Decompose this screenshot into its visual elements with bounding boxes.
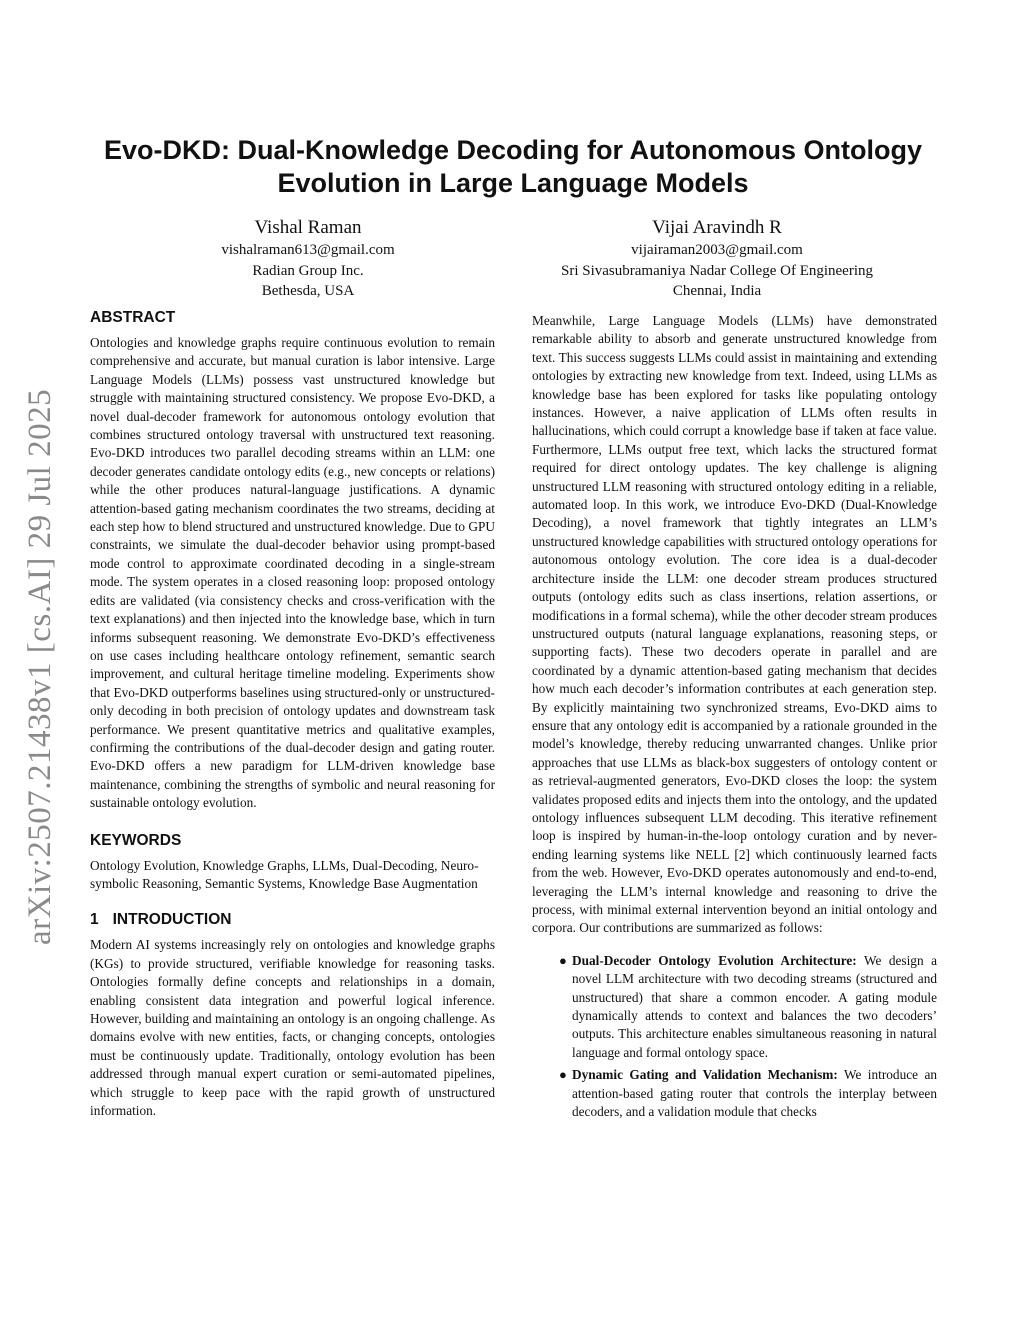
- author-location: Chennai, India: [672, 283, 762, 299]
- introduction-heading: [90, 910, 495, 930]
- contribution-title: Dynamic Gating and Validation Mechanism:: [572, 1067, 838, 1083]
- author-affiliation: Radian Group Inc.: [252, 262, 364, 279]
- contributions-list: [532, 952, 937, 1122]
- right-column: [532, 312, 937, 1125]
- author-block-2: [497, 216, 937, 302]
- author-affiliation: Sri Sivasubramaniya Nadar College Of Engineering: [561, 262, 873, 279]
- abstract-heading: ABSTRACT: [90, 309, 176, 326]
- author-block-1: [88, 216, 528, 302]
- keywords-text: Ontology Evolution, Knowledge Graphs, LLMs, Dual-Decoding, Neuro-symbolic Reasoning, Semantic Systems, Knowledge Base Augmentation: [90, 857, 479, 891]
- list-item: [559, 952, 938, 1062]
- bullet-icon: ●: [559, 1067, 567, 1083]
- introduction-paragraph-2: Meanwhile, Large Language Models (LLMs) have demonstrated remarkable ability to absorb and generate unstructured knowledge from text. This success suggests LLMs could assist in maintaining and extending ontologies by extracting new knowledge from text. Indeed, using LLMs as knowledge base has been explored for tasks like populating ontology instances. However, a naive application of LLMs often results in hallucinations, which could corrupt a knowledge base if taken at face value. Furthermore, LLMs output free text, which lacks the structured format required for direct ontology updates. The key challenge is aligning unstructured LLM reasoning with structured ontology editing in a reliable, automated loop. In this work, we introduce Evo-DKD (Dual-Knowledge Decoding), a novel framework that tightly integrates an LLM’s unstructured knowledge capabilities with structured ontology operations for autonomous ontology evolution. The core idea is a dual-decoder architecture inside the LLM: one decoder stream produces structured outputs (ontology edits such as class insertions, relation assertions, or modifications in a formal schema), while the other decoder stream produces unstructured outputs (natural language explanations, reasoning steps, or supporting facts). These two decoders operate in parallel and are coordinated by a dynamic attention-based gating mechanism that decides how much each decoder’s information contributes at each generation step. By explicitly maintaining two synchronized streams, Evo-DKD aims to ensure that any ontology edit is accompanied by a rationale grounded in the model’s knowledge, thereby reducing unwarranted changes. Unlike prior approaches that use LLMs as black-box suggesters of ontology content or as retrieval-augmented generators, Evo-DKD closes the loop: the system validates proposed edits and injects them into the ontology, and the updated ontology influences subsequent LLM decoding. This iterative refinement loop is inspired by human-in-the-loop ontology curation and by never-ending learning systems like NELL [2] which continuously learned facts from the web. However, Evo-DKD operates autonomously and end-to-end, leveraging the LLM’s internal knowledge and reasoning to drive the process, with minimal external intervention beyond an initial ontology and corpora. Our contributions are summarized as follows:: [532, 313, 937, 936]
- arxiv-identifier: arXiv:2507.21438v1 [cs.AI] 29 Jul 2025: [22, 388, 58, 945]
- section-number: 1: [90, 911, 99, 929]
- author-email: vishalraman613@gmail.com: [221, 242, 395, 258]
- contribution-text: We introduce an attention-based gating router that controls the interplay between decoders, and a validation module that checks: [572, 1067, 937, 1120]
- abstract-text: Ontologies and knowledge graphs require continuous evolution to remain comprehensive and accurate, but manual curation is labor intensive. Large Language Models (LLMs) possess vast unstructured knowledge but struggle with maintaining structured consistency. We propose Evo-DKD, a novel dual-decoder framework for autonomous ontology evolution that combines structured ontology traversal with unstructured text reasoning. Evo-DKD introduces two parallel decoding streams within an LLM: one decoder generates candidate ontology edits (e.g., new concepts or relations) while the other produces natural-language justifications. A dynamic attention-based gating mechanism coordinates the two streams, deciding at each step how to blend structured and unstructured knowledge. Due to GPU constraints, we simulate the dual-decoder behavior using prompt-based mode control to approximate coordinated decoding in a single-stream mode. The system operates in a closed reasoning loop: proposed ontology edits are validated (via consistency checks and cross-verification with the text explanations) and then injected into the knowledge base, which in turn informs subsequent reasoning. We demonstrate Evo-DKD’s effectiveness on use cases including healthcare ontology refinement, semantic search improvement, and cultural heritage timeline modeling. Experiments show that Evo-DKD outperforms baselines using structured-only or unstructured-only decoding in both precision of ontology updates and downstream task performance. We present quantitative metrics and qualitative examples, confirming the contributions of the dual-decoder design and gating router. Evo-DKD offers a new paradigm for LLM-driven knowledge base maintenance, combining the strengths of symbolic and neural reasoning for sustainable ontology evolution.: [90, 335, 495, 811]
- bullet-icon: ●: [559, 952, 567, 968]
- left-column: [90, 308, 495, 1120]
- introduction-paragraph-1: Modern AI systems increasingly rely on ontologies and knowledge graphs (KGs) to provide structured, verifiable knowledge for reasoning tasks. Ontologies formally define concepts and relationships in a domain, enabling consistent data integration and powerful logical inference. However, building and maintaining an ontology is an ongoing challenge. As domains evolve with new entities, facts, or changing concepts, ontologies must be continuously update. Traditionally, ontology evolution has been addressed through manual expert curation or semi-automated pipelines, which struggle to keep pace with the rapid growth of unstructured information.: [90, 937, 495, 1119]
- contribution-text: We design a novel LLM architecture with two decoding streams (structured and unstructured) that share a common encoder. A gating module dynamically attends to context and balances the two decoders’ outputs. This architecture enables simultaneous reasoning in natural language and formal ontology space.: [572, 952, 938, 1060]
- paper-title: Evo-DKD: Dual-Knowledge Decoding for Autonomous Ontology Evolution in Large Language Models: [104, 135, 922, 198]
- author-location: Bethesda, USA: [261, 283, 355, 299]
- list-item: [559, 1066, 937, 1121]
- author-name: Vijai Aravindh R: [652, 217, 782, 238]
- section-title: INTRODUCTION: [112, 911, 232, 929]
- contribution-title: Dual-Decoder Ontology Evolution Architecture:: [572, 952, 857, 968]
- author-email: vijairaman2003@gmail.com: [631, 242, 803, 258]
- author-name: Vishal Raman: [254, 217, 362, 238]
- keywords-heading: KEYWORDS: [90, 831, 182, 849]
